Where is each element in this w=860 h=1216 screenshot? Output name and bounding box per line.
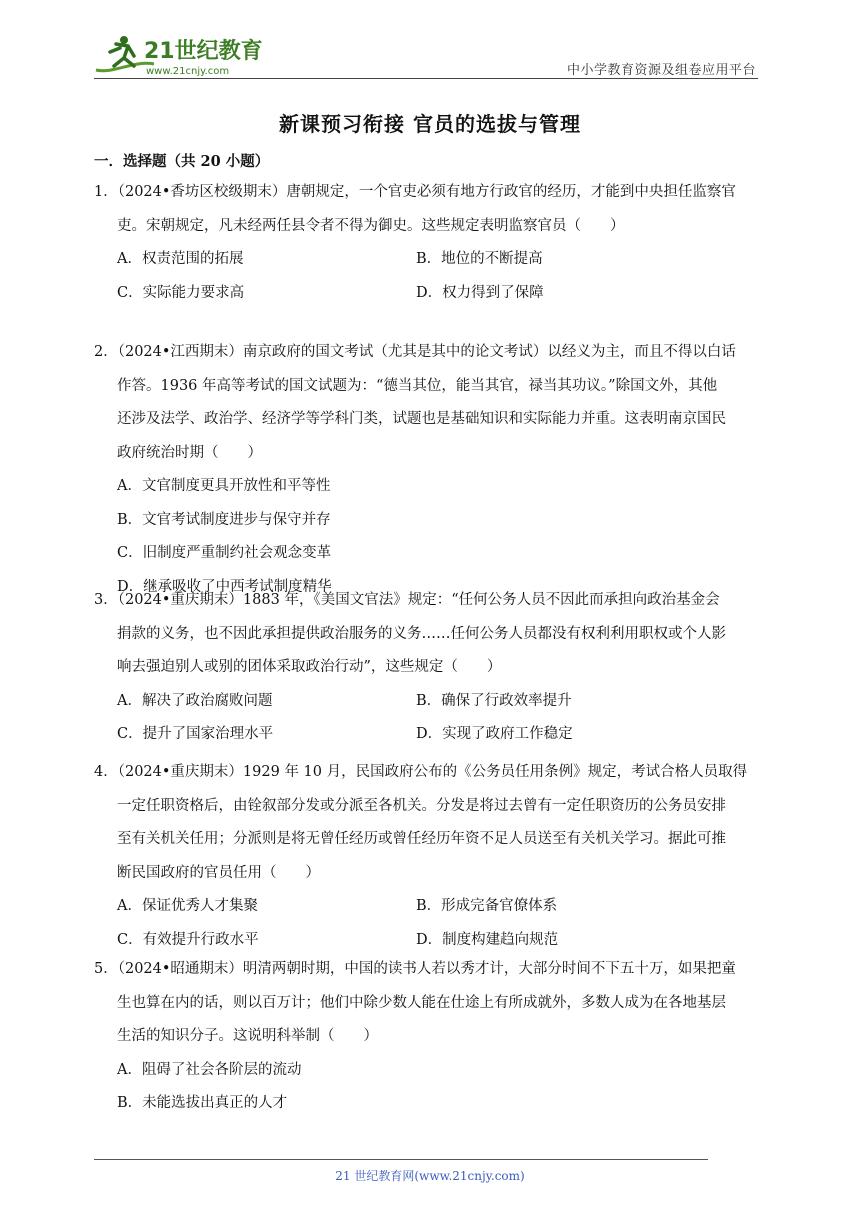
- answer-option[interactable]: C．提升了国家治理水平: [117, 726, 274, 742]
- question-stem-line: 一定任职资格后，由铨叙部分发或分派至各机关。分发是将过去曾有一定任职资历的公务员安排: [117, 797, 726, 814]
- answer-option[interactable]: B．文官考试制度进步与保守并存: [117, 511, 331, 528]
- logo-url: www.21cnjy.com: [146, 66, 230, 77]
- site-logo[interactable]: [94, 30, 264, 78]
- question-stem-line: 生活的知识分子。这说明科举制（ ）: [117, 1028, 378, 1044]
- runner-logo-icon: [94, 30, 264, 78]
- question-stem-line: 2．（2024•江西期末）南京政府的国文考试（尤其是其中的论文考试）以经义为主，而且不得以白话: [94, 344, 736, 360]
- answer-option[interactable]: D．制度构建趋向规范: [416, 931, 559, 948]
- question-stem-line: 作答。1936 年高等考试的国文试题为：“德当其位，能当其官，禄当其功议。”除国文外，其他: [117, 377, 718, 394]
- header-divider: [94, 78, 758, 79]
- answer-option[interactable]: A．保证优秀人才集聚: [117, 898, 258, 914]
- answer-option[interactable]: C．旧制度严重制约社会观念变革: [117, 545, 332, 561]
- question-stem-line: 断民国政府的官员任用（ ）: [117, 864, 320, 881]
- footer-divider: [94, 1159, 708, 1160]
- answer-option[interactable]: C．实际能力要求高: [117, 284, 245, 301]
- question-stem-line: 响去强迫别人或别的团体采取政治行动”，这些规定（ ）: [117, 659, 502, 675]
- question-stem-line: 至有关机关任用；分派则是将无曾任经历或曾任经历年资不足人员送至有关机关学习。据此可推: [117, 831, 726, 847]
- page-footer[interactable]: 21 世纪教育网(www.21cnjy.com): [335, 1169, 525, 1183]
- document-title: 新课预习衔接 官员的选拔与管理: [279, 112, 581, 136]
- answer-option[interactable]: A．解决了政治腐败问题: [117, 692, 273, 709]
- answer-option[interactable]: A．文官制度更具开放性和平等性: [117, 478, 331, 494]
- answer-option[interactable]: D．权力得到了保障: [416, 284, 544, 301]
- question-stem-line: 生也算在内的话，则以百万计；他们中除少数人能在仕途上有所成就外，多数人成为在各地基层: [117, 994, 726, 1011]
- answer-option[interactable]: A．阻碍了社会各阶层的流动: [117, 1061, 302, 1078]
- answer-option[interactable]: B．地位的不断提高: [416, 251, 543, 267]
- answer-option[interactable]: C．有效提升行政水平: [117, 931, 259, 948]
- question-stem-line: 1．（2024•香坊区校级期末）唐朝规定，一个官吏必须有地方行政官的经历，才能到中央担任监察官: [94, 184, 736, 200]
- section-heading: 一．选择题（共 20 小题）: [94, 153, 270, 170]
- answer-option[interactable]: B．确保了行政效率提升: [416, 692, 572, 709]
- answer-option[interactable]: D．实现了政府工作稳定: [416, 726, 573, 742]
- question-stem-line: 3．（2024•重庆期末）1883 年，《美国文官法》规定：“任何公务人员不因此而承担向政治基金会: [94, 592, 720, 608]
- page-header: [0, 0, 860, 85]
- answer-option[interactable]: B．形成完备官僚体系: [416, 898, 558, 914]
- answer-option[interactable]: D．继承吸收了中西考试制度精华: [117, 578, 332, 595]
- question-stem-line: 政府统治时期（ ）: [117, 444, 262, 461]
- question-stem-line: 吏。宋朝规定，凡未经两任县令者不得为御史。这些规定表明监察官员（ ）: [117, 217, 625, 234]
- logo-text: 21世纪教育: [144, 39, 263, 64]
- question-stem-line: 4．（2024•重庆期末）1929 年 10 月，民国政府公布的《公务员任用条例》规定，考试合格人员取得: [94, 764, 748, 780]
- question-stem-line: 还涉及法学、政治学、经济学等学科门类，试题也是基础知识和实际能力并重。这表明南京国民: [117, 411, 726, 427]
- answer-option[interactable]: B．未能选拔出真正的人才: [117, 1095, 288, 1111]
- platform-name: 中小学教育资源及组卷应用平台: [566, 63, 756, 78]
- question-stem-line: 5．（2024•昭通期末）明清两朝时期，中国的读书人若以秀才计，大部分时间不下五十万，如果把童: [94, 961, 736, 977]
- question-stem-line: 捐款的义务，也不因此承担提供政治服务的义务……任何公务人员都没有权利利用职权或个人影: [117, 625, 726, 642]
- answer-option[interactable]: A．权责范围的拓展: [117, 251, 244, 267]
